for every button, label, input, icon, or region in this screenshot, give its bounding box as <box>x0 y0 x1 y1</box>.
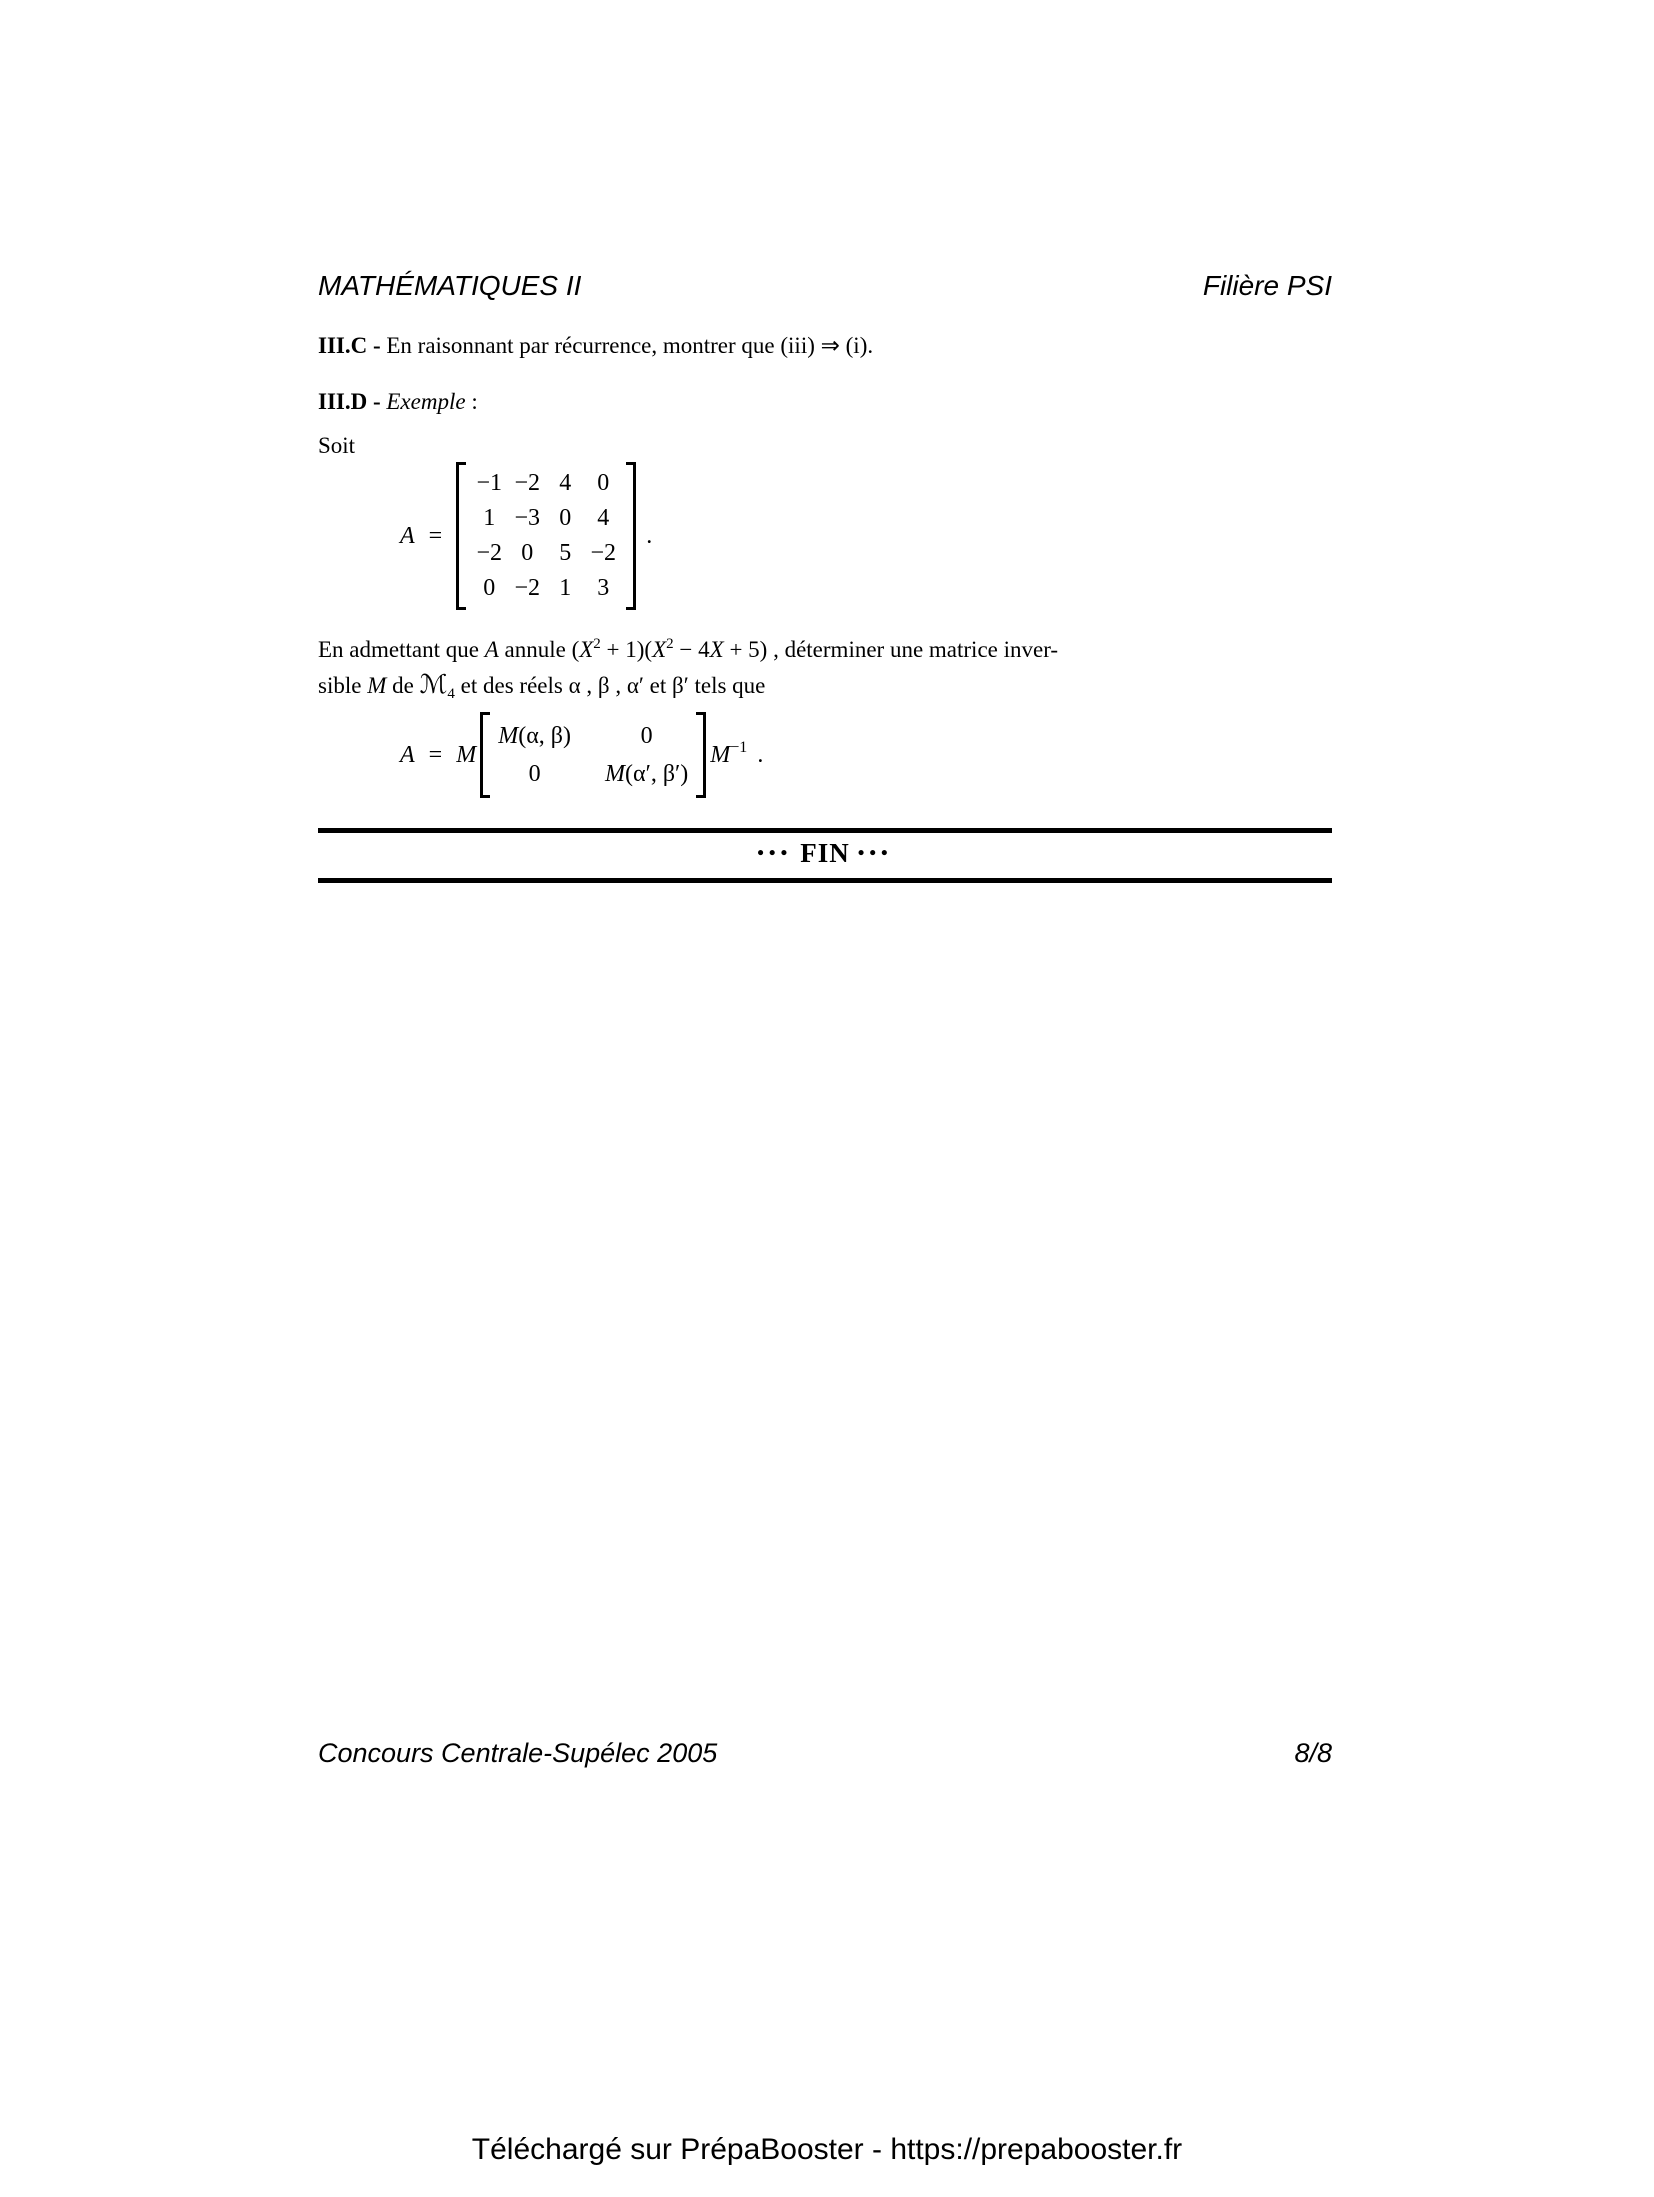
left-bracket <box>456 462 466 610</box>
fin-label: FIN <box>800 838 850 868</box>
var-m: M <box>498 723 519 749</box>
matrix-cell: 1 <box>559 575 572 601</box>
eq2-m-inverse <box>710 738 748 769</box>
matrix-cell: 0 <box>528 761 541 787</box>
section-iiid <box>318 384 1332 419</box>
matrix-a-grid <box>466 462 626 610</box>
text-run: annule ( <box>498 637 580 662</box>
var-m: M <box>367 673 387 698</box>
var-m: M <box>605 761 625 787</box>
text-run: (α, β) <box>518 723 571 749</box>
text-run: + 5) , déterminer une matrice inver- <box>723 637 1059 662</box>
matrix-cell: 0 <box>483 575 496 601</box>
eq2-m-outer: M <box>456 741 477 768</box>
superscript: 2 <box>593 636 601 652</box>
matrix-cell: −2 <box>476 540 502 566</box>
left-bracket <box>480 712 490 798</box>
text-run: (α′, β′) <box>625 761 689 787</box>
fin-bullets-left: ••• <box>757 843 793 864</box>
eq2-period: . <box>757 741 764 768</box>
soit-line <box>318 428 1332 463</box>
matrix-cell: 4 <box>597 505 610 531</box>
matrix-cell: 0 <box>640 723 653 749</box>
paragraph-admettant-line2 <box>318 667 1332 703</box>
superscript: 2 <box>666 636 674 652</box>
fin-line <box>318 838 1332 869</box>
var-x: X <box>579 637 594 662</box>
right-bracket <box>626 462 636 610</box>
text-run: et des réels α , β , α′ et β′ tels que <box>454 673 766 698</box>
section-iiic-label: III.C - <box>318 333 381 358</box>
section-iiid-label: III.D - <box>318 389 381 414</box>
paragraph-admettant-line1 <box>318 632 1332 667</box>
matrix-cell <box>498 717 571 755</box>
download-watermark: Téléchargé sur PrépaBooster - https://prepabooster.fr <box>471 2133 1183 2166</box>
matrix-cell: 4 <box>559 470 572 496</box>
matrix-cell: −2 <box>514 575 540 601</box>
filiere-label: Filière PSI <box>1202 270 1332 301</box>
text-run: sible <box>318 673 368 698</box>
block-matrix-grid <box>490 712 696 798</box>
eq2-lhs: A <box>400 741 415 768</box>
footer-exam-name: Concours Centrale-Supélec 2005 <box>318 1738 718 1768</box>
eq2-equals: = <box>428 741 443 768</box>
right-bracket <box>696 712 706 798</box>
page-header <box>318 270 1332 302</box>
matrix-cell: 1 <box>483 505 496 531</box>
matrix-a-equals: = <box>428 522 443 549</box>
matrix-a-equation <box>318 462 1332 610</box>
text-run: En admettant que <box>318 637 485 662</box>
matrix-cell: −2 <box>514 470 540 496</box>
matrix-cell: 0 <box>521 540 534 566</box>
matrix-cell: −1 <box>476 470 502 496</box>
section-iiid-exemple: Exemple <box>380 389 466 414</box>
matrix-cell: 3 <box>597 575 610 601</box>
matrix-cell: −3 <box>514 505 540 531</box>
matrix-cell: 0 <box>597 470 610 496</box>
script-m-symbol: ℳ <box>419 670 448 699</box>
matrix-cell: 0 <box>559 505 572 531</box>
page-footer <box>318 1738 1332 1769</box>
matrix-a-lhs: A <box>400 522 415 549</box>
section-iiid-colon: : <box>465 389 478 414</box>
text-run: + 1)( <box>600 637 653 662</box>
matrix-cell: 5 <box>559 540 572 566</box>
var-x: X <box>709 637 724 662</box>
var-a: A <box>484 637 499 662</box>
matrix-cell <box>605 755 688 793</box>
text-run: de <box>386 673 420 698</box>
document-title: MATHÉMATIQUES II <box>318 270 582 301</box>
matrix-cell: −2 <box>590 540 616 566</box>
subscript: 4 <box>447 686 455 702</box>
fin-rule-bottom <box>318 878 1332 883</box>
paragraph-admettant <box>318 632 1332 703</box>
page-number: 8/8 <box>1294 1738 1332 1768</box>
block-matrix-equation <box>318 712 1332 798</box>
section-iiic-body: En raisonnant par récurrence, montrer que (iii) ⇒ (i). <box>380 333 874 358</box>
superscript-inverse: −1 <box>730 738 748 756</box>
soit-text: Soit <box>318 433 356 458</box>
var-x: X <box>652 637 667 662</box>
var-m: M <box>710 741 731 768</box>
matrix-a-period: . <box>646 522 653 549</box>
text-run: − 4 <box>673 637 710 662</box>
section-iiic <box>318 328 1332 363</box>
fin-bullets-right: ••• <box>857 843 893 864</box>
fin-rule-top <box>318 828 1332 833</box>
